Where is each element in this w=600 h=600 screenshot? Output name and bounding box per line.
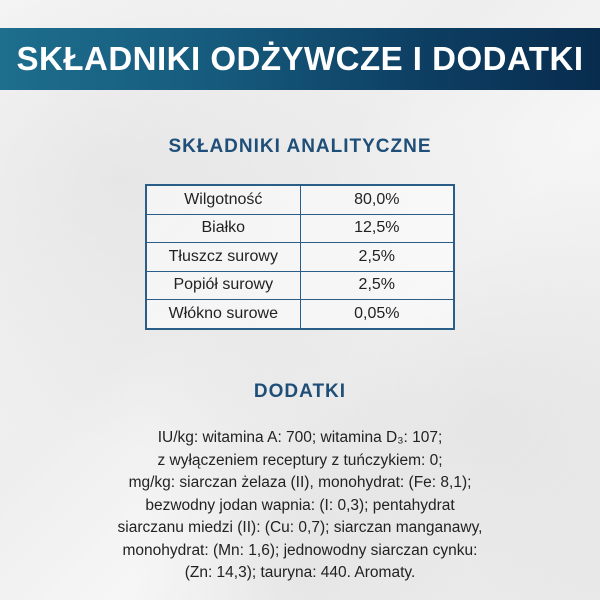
table-row xyxy=(146,300,454,329)
row-value: 12,5% xyxy=(300,214,454,243)
row-value: 2,5% xyxy=(300,243,454,272)
row-value: 0,05% xyxy=(300,300,454,329)
table-row xyxy=(146,243,454,272)
additives-line: siarczanu miedzi (II): (Cu: 0,7); siarczan manganawy, xyxy=(117,519,483,536)
table-row xyxy=(146,185,454,214)
additives-line: IU/kg: witamina A: 700; witamina D₃: 107; xyxy=(157,429,443,446)
row-name: Włókno surowe xyxy=(146,300,300,329)
table-row xyxy=(146,214,454,243)
row-name: Białko xyxy=(146,214,300,243)
additives-line: (Zn: 14,3); tauryna: 440. Aromaty. xyxy=(184,564,416,581)
additives-line: monohydrat: (Mn: 1,6); jednowodny siarczan cynku: xyxy=(122,541,478,559)
row-name: Wilgotność xyxy=(146,185,300,214)
analytic-section-title: SKŁADNIKI ANALITYCZNE xyxy=(168,136,432,157)
row-name: Popiół surowy xyxy=(146,271,300,300)
title-banner xyxy=(0,28,600,90)
row-value: 2,5% xyxy=(300,271,454,300)
additives-text xyxy=(40,427,560,585)
table-row xyxy=(146,271,454,300)
analytic-table xyxy=(145,184,455,330)
additives-line: bezwodny jodan wapnia: (I: 0,3); pentahydrat xyxy=(145,496,455,514)
page-title: SKŁADNIKI ODŻYWCZE I DODATKI xyxy=(16,40,584,77)
additives-line: mg/kg: siarczan żelaza (II), monohydrat: (Fe: 8,1); xyxy=(128,474,472,491)
row-name: Tłuszcz surowy xyxy=(146,243,300,272)
additives-section-title: DODATKI xyxy=(253,381,347,402)
row-value: 80,0% xyxy=(300,185,454,214)
additives-line: z wyłączeniem receptury z tuńczykiem: 0; xyxy=(157,451,443,469)
